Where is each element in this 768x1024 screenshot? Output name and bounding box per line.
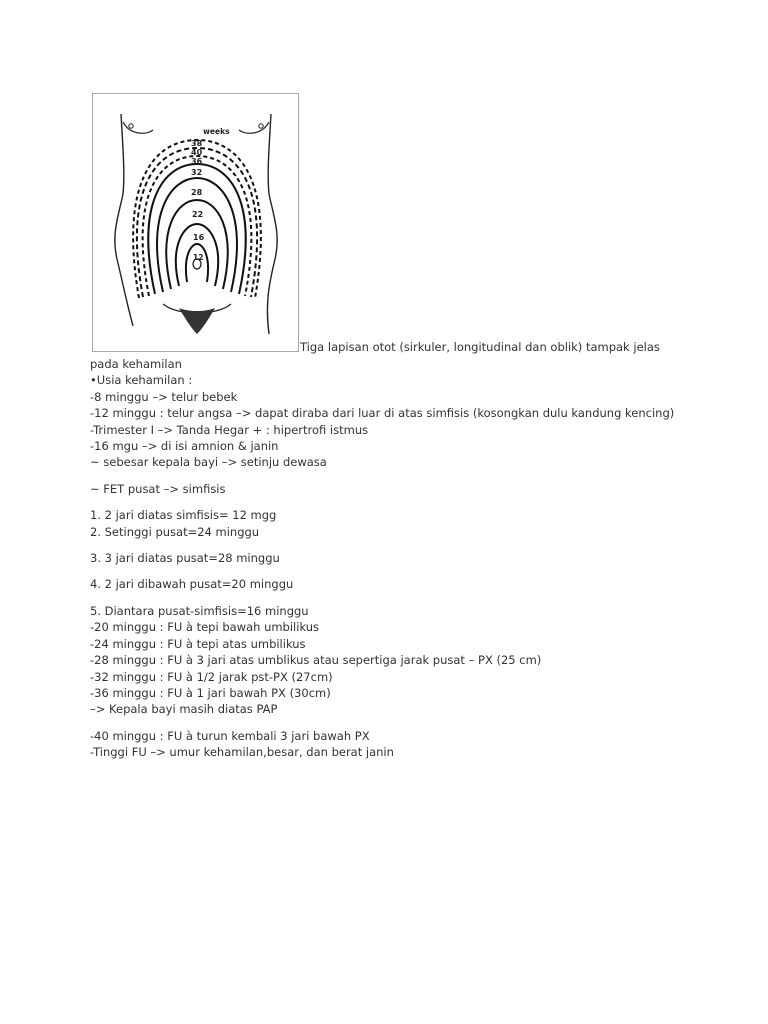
breast-left — [123, 122, 153, 133]
figure-caption: Tiga lapisan otot (sirkuler, longitudinal dan oblik) tampak jelas — [300, 340, 660, 354]
text-line: 1. 2 jari diatas simfisis= 12 mgg — [90, 508, 277, 523]
paragraph-gap — [90, 471, 750, 481]
text-line: -16 mgu –> di isi amnion & janin — [90, 439, 279, 454]
paragraph-gap — [90, 718, 750, 728]
text-line: -Trimester I –> Tanda Hegar + : hipertrofi istmus — [90, 422, 369, 437]
text-line: ~ FET pusat –> simfisis — [90, 481, 226, 496]
fundal-height-diagram — [93, 94, 298, 351]
label-40: 40 — [191, 148, 203, 157]
text-line: -8 minggu –> telur bebek — [90, 389, 238, 404]
paragraph-gap — [90, 497, 750, 507]
label-36: 36 — [191, 157, 203, 166]
text-line: -40 minggu : FU à turun kembali 3 jari bawah PX — [90, 728, 370, 743]
text-line: -28 minggu : FU à 3 jari atas umblikus atau sepertiga jarak pusat – PX (25 cm) — [90, 653, 542, 668]
text-line: -20 minggu : FU à tepi bawah umbilikus — [90, 620, 320, 635]
paragraph-gap — [90, 593, 750, 603]
nipple-right — [259, 124, 263, 128]
label-22: 22 — [192, 210, 204, 219]
body-text — [90, 356, 750, 761]
fundal-arc-12 — [186, 244, 208, 282]
label-38: 38 — [191, 139, 203, 148]
text-line: -32 minggu : FU à 1/2 jarak pst-PX (27cm) — [90, 669, 333, 684]
text-line: 3. 3 jari diatas pusat=28 minggu — [90, 551, 280, 566]
paragraph-gap — [90, 566, 750, 576]
label-12: 12 — [193, 253, 204, 262]
text-line: 5. Diantara pusat-simfisis=16 minggu — [90, 603, 309, 618]
breast-right — [239, 122, 269, 133]
text-line: –> Kepala bayi masih diatas PAP — [90, 702, 278, 717]
body-outline-right — [267, 114, 277, 334]
text-line: 4. 2 jari dibawah pusat=20 minggu — [90, 577, 294, 592]
body-outline-left — [115, 114, 133, 326]
paragraph-gap — [90, 540, 750, 550]
fundal-arc-32 — [148, 164, 245, 294]
text-line: -36 minggu : FU à 1 jari bawah PX (30cm) — [90, 685, 331, 700]
text-line: -24 minggu : FU à tepi atas umbilikus — [90, 636, 306, 651]
weeks-label: weeks — [203, 127, 230, 136]
text-line: -12 minggu : telur angsa –> dapat diraba dari luar di atas simfisis (kosongkan dulu kandung kencing) — [90, 406, 675, 421]
pubic-region — [179, 308, 215, 334]
label-32: 32 — [191, 168, 203, 177]
text-line: •Usia kehamilan : — [90, 373, 193, 388]
fundal-height-figure — [92, 93, 299, 352]
text-line: ~ sebesar kepala bayi –> setinju dewasa — [90, 455, 327, 470]
nipple-left — [129, 124, 133, 128]
text-line: pada kehamilan — [90, 357, 182, 371]
label-28: 28 — [191, 188, 203, 197]
text-line: -Tinggi FU –> umur kehamilan,besar, dan berat janin — [90, 745, 394, 760]
text-line: 2. Setinggi pusat=24 minggu — [90, 524, 260, 539]
label-16: 16 — [193, 233, 205, 242]
